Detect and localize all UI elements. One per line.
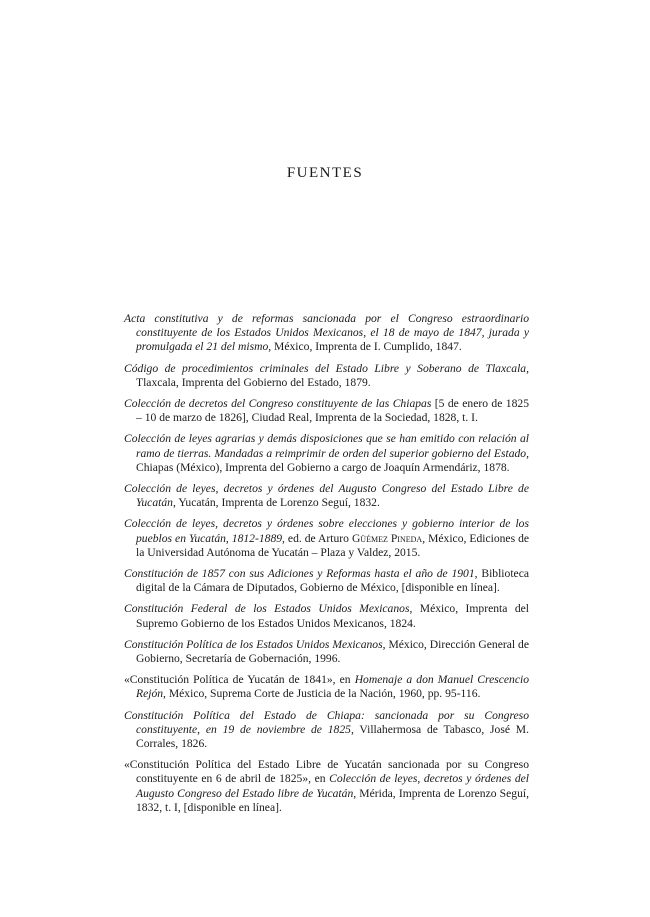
reference-title: Colección de leyes, decretos y órdenes sobre elecciones y gobierno interior de los pueblos en Yucatán, 1812-1889: [124, 517, 529, 545]
reference-entry: [124, 709, 529, 752]
reference-entry: [124, 517, 529, 560]
reference-title: Código de procedimientos criminales del Estado Libre y Soberano de Tlaxcala: [124, 361, 527, 375]
reference-text: , Chiapas (México), Imprenta del Gobierno a cargo de Joaquín Armendáriz, 1878.: [136, 446, 529, 474]
reference-text: , Mérida, Imprenta de Lorenzo Seguí, 1832, t. I, [disponible en línea].: [136, 786, 529, 814]
reference-title: Colección de leyes, decretos y órdenes del Augusto Congreso del Estado Libre de Yucatán: [124, 482, 529, 510]
reference-title: Acta constitutiva y de reformas sancionada por el Congreso estraordinario constituyente de los Estados Unidos Mexicanos, el 18 de mayo de 1847, jurada y promulgada el 21 del mismo: [124, 312, 529, 354]
reference-text: [5 de enero de 1825 – 10 de marzo de 1826], Ciudad Real, Imprenta de la Sociedad, 1828, t. I.: [136, 397, 529, 425]
reference-entry: [124, 362, 529, 390]
reference-entry: [124, 432, 529, 475]
reference-text: «Constitución Política de Yucatán de 1841», en: [124, 673, 355, 687]
reference-entry: [124, 567, 529, 595]
reference-title: Colección de leyes, decretos y órdenes del Augusto Congreso del Estado libre de Yucatán: [136, 772, 529, 800]
reference-text: , México, Dirección General de Gobierno, Secretaría de Gobernación, 1996.: [136, 637, 529, 666]
reference-title: Homenaje a don Manuel Crescencio Rejón: [136, 673, 529, 701]
reference-text: , Yucatán, Imprenta de Lorenzo Seguí, 1832.: [172, 496, 380, 510]
reference-list: [124, 312, 529, 822]
page-title: FUENTES: [286, 165, 364, 181]
reference-text: , México, Suprema Corte de Justicia de la Nación, 1960, pp. 95-116.: [163, 687, 481, 701]
reference-entry: [124, 397, 529, 425]
reference-text: , Tlaxcala, Imprenta del Gobierno del Estado, 1879.: [136, 361, 529, 389]
reference-text: , México, Ediciones de la Universidad Autónoma de Yucatán – Plaza y Valdez, 2015.: [136, 531, 530, 559]
reference-entry: [124, 482, 529, 510]
reference-title: Colección de leyes agrarias y demás disposiciones que se han emitido con relación al ramo de tierras. Mandadas a reimprimir de orden del superior gobierno del Estado: [124, 432, 529, 460]
reference-text: «Constitución Política del Estado Libre de Yucatán sancionada por su Congreso constituyente en 6 de abril de 1825», en: [124, 758, 529, 786]
reference-entry: [124, 312, 529, 355]
reference-title: Constitución Federal de los Estados Unidos Mexicanos: [124, 602, 410, 616]
reference-text: , México, Imprenta del Supremo Gobierno de los Estados Unidos Mexicanos, 1824.: [136, 602, 529, 630]
reference-text: , México, Imprenta de I. Cumplido, 1847.: [268, 340, 462, 354]
reference-title: Constitución Política de los Estados Unidos Mexicanos: [124, 637, 383, 651]
reference-text: , Villahermosa de Tabasco, José M. Corrales, 1826.: [136, 722, 529, 751]
reference-title: Colección de decretos del Congreso constituyente de las Chiapas: [124, 397, 432, 411]
reference-text: , ed. de Arturo: [282, 531, 352, 545]
reference-title: Constitución Política del Estado de Chiapa: sancionada por su Congreso constituyente, en 19 de noviembre de 1825: [124, 708, 529, 736]
reference-entry: [124, 758, 529, 815]
reference-text: , Biblioteca digital de la Cámara de Diputados, Gobierno de México, [disponible en línea].: [136, 567, 529, 595]
reference-entry: [124, 638, 529, 666]
reference-author: Güémez Pineda: [351, 531, 423, 545]
reference-title: Constitución de 1857 con sus Adiciones y Reformas hasta el año de 1901: [124, 567, 475, 581]
reference-entry: [124, 602, 529, 630]
reference-entry: [124, 673, 529, 701]
